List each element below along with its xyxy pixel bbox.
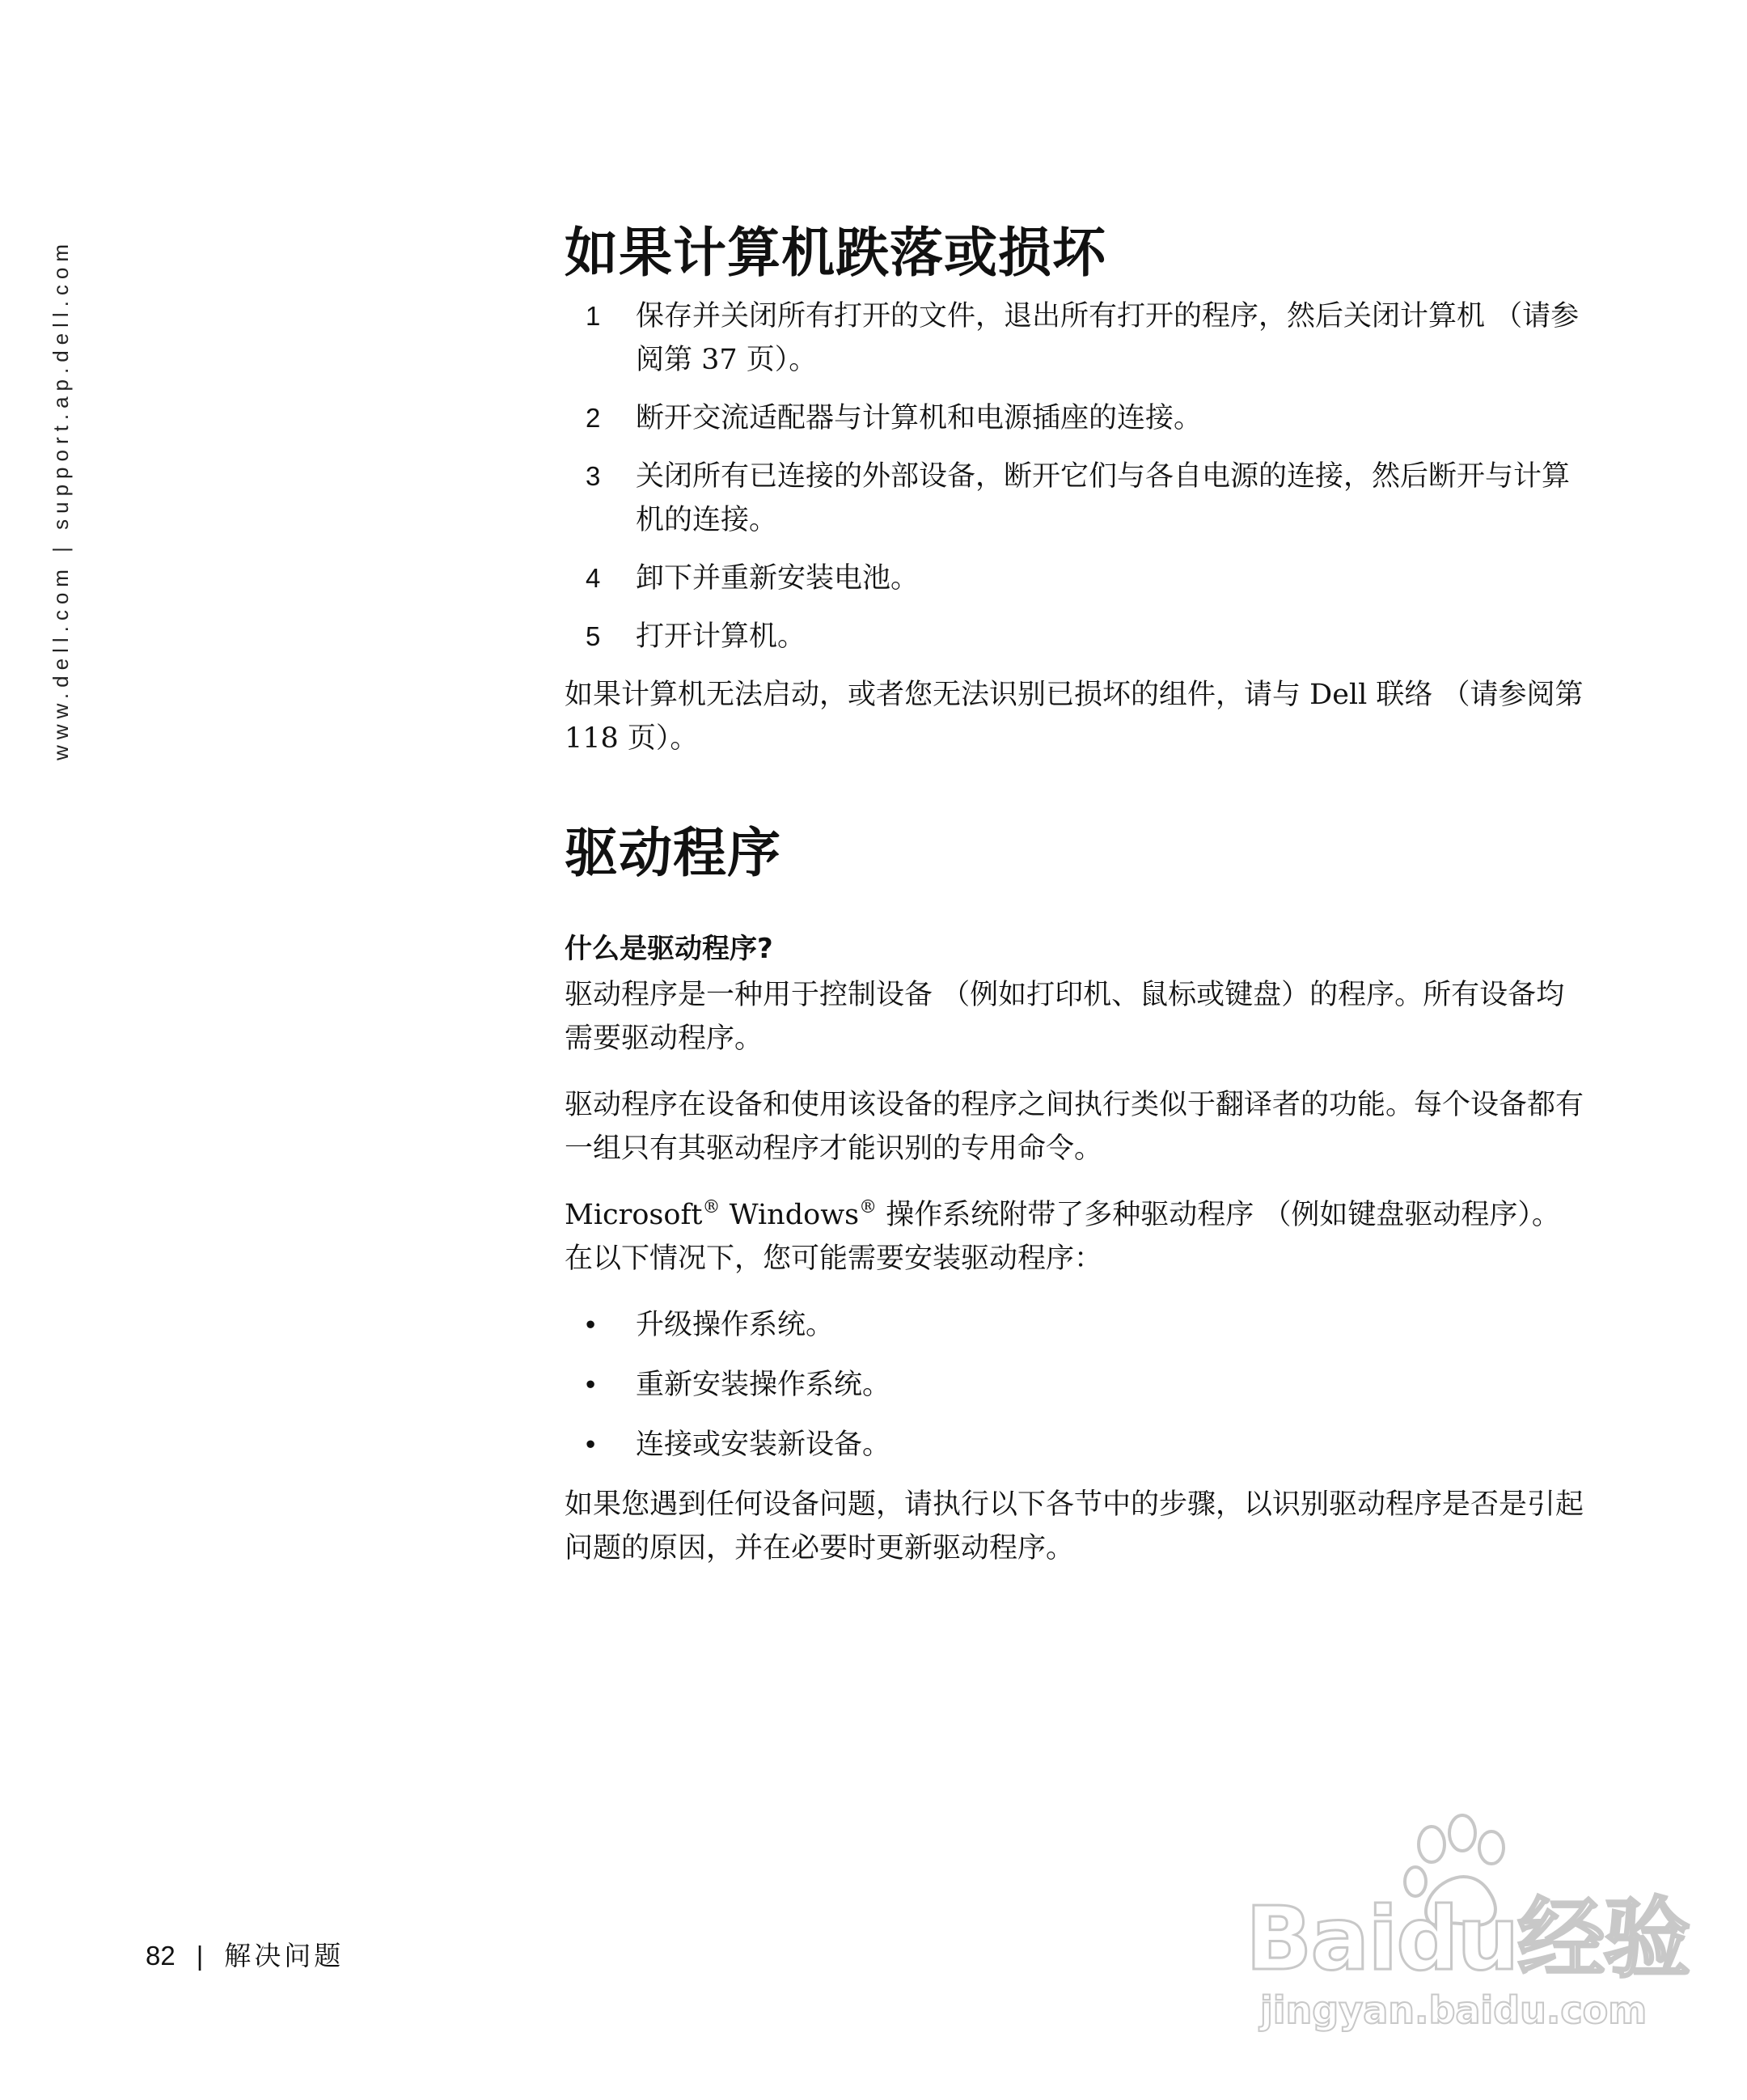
page-number: 82	[146, 1941, 176, 1971]
step-number: 5	[586, 620, 601, 651]
section-title-damaged: 如果计算机跌落或损坏	[565, 222, 1106, 284]
step-number: 2	[586, 402, 601, 433]
list-item	[565, 557, 1585, 600]
step-number: 4	[586, 562, 601, 593]
bullet-icon: •	[586, 1309, 596, 1341]
microsoft-text: Microsoft	[565, 1199, 703, 1232]
footer-section: 解决问题	[224, 1941, 345, 1971]
step-text: 断开交流适配器与计算机和电源插座的连接。	[636, 401, 1203, 434]
bullet-list	[565, 1303, 1585, 1467]
contact-note: 如果计算机无法启动，或者您无法识别已损坏的组件，请与 Dell 联络 （请参阅第 118 页）。	[565, 678, 1584, 755]
windows-text: Windows	[720, 1199, 860, 1232]
list-item	[565, 1363, 1585, 1407]
page-footer	[146, 1935, 344, 1973]
watermark-url: jingyan.baidu.com	[1260, 1988, 1648, 2032]
main-content	[565, 218, 1585, 1593]
steps-list	[565, 294, 1585, 658]
baidu-watermark	[1246, 1812, 1690, 2047]
step-text: 关闭所有已连接的外部设备，断开它们与各自电源的连接，然后断开与计算机的连接。	[636, 459, 1571, 536]
list-item	[565, 294, 1585, 382]
section-title-drivers: 驱动程序	[565, 821, 781, 884]
subsection-title: 什么是驱动程序?	[565, 932, 773, 965]
paragraph-windows	[565, 1193, 1585, 1281]
registered-mark: ®	[702, 1197, 721, 1218]
bullet-text: 重新安装操作系统。	[636, 1369, 891, 1402]
bullet-text: 连接或安装新设备。	[636, 1429, 891, 1462]
paragraph-troubleshoot: 如果您遇到任何设备问题，请执行以下各节中的步骤，以识别驱动程序是否是引起问题的原因，并在必要时更新驱动程序。	[565, 1488, 1584, 1565]
footer-separator: |	[196, 1941, 204, 1971]
step-text: 保存并关闭所有打开的文件，退出所有打开的程序，然后关闭计算机 （请参阅第 37 页）。	[636, 299, 1580, 376]
sidebar-url: www.dell.com | support.ap.dell.com	[49, 238, 73, 760]
step-text: 卸下并重新安装电池。	[636, 561, 920, 595]
step-text: 打开计算机。	[636, 620, 806, 653]
paragraph-function: 驱动程序在设备和使用该设备的程序之间执行类似于翻译者的功能。每个设备都有一组只有其驱动程序才能识别的专用命令。	[565, 1089, 1584, 1166]
windows-rest-text: 操作系统附带了多种驱动程序 （例如键盘驱动程序）。在以下情况下，您可能需要安装驱动程序：	[565, 1199, 1560, 1276]
list-item	[565, 1303, 1585, 1347]
registered-mark: ®	[859, 1197, 878, 1218]
list-item	[565, 1423, 1585, 1467]
step-number: 1	[586, 300, 601, 331]
watermark-brand: Baidu经验	[1246, 1889, 1690, 1990]
paragraph-definition: 驱动程序是一种用于控制设备 （例如打印机、鼠标或键盘）的程序。所有设备均需要驱动程序。	[565, 979, 1565, 1056]
bullet-text: 升级操作系统。	[636, 1309, 835, 1342]
bullet-icon: •	[586, 1429, 596, 1461]
list-item	[565, 455, 1585, 542]
list-item	[565, 396, 1585, 440]
list-item	[565, 615, 1585, 658]
step-number: 3	[586, 460, 601, 491]
bullet-icon: •	[586, 1369, 596, 1401]
